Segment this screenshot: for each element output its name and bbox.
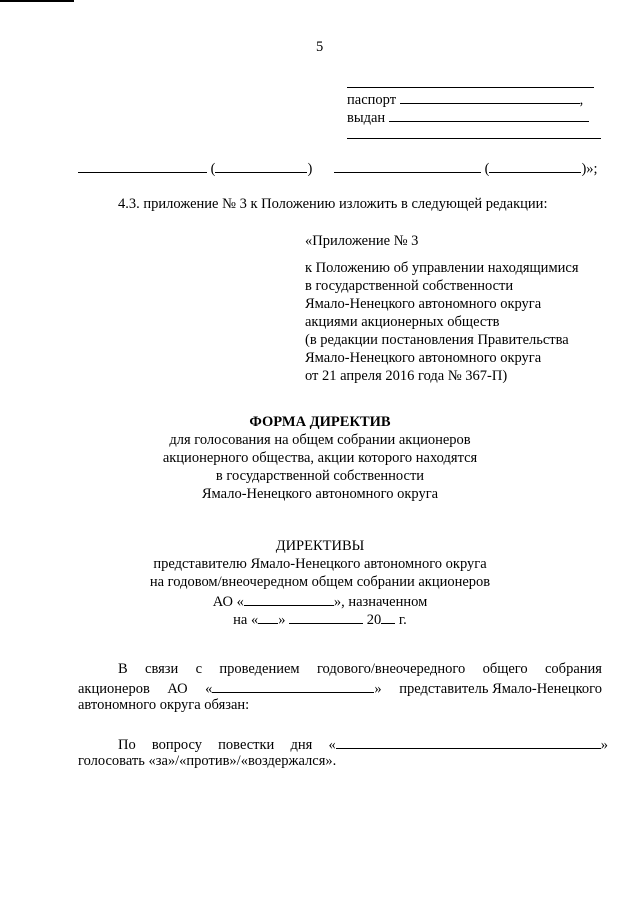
- page-number: 5: [316, 39, 324, 55]
- appendix-line: Ямало-Ненецкого автономного округа: [305, 296, 542, 312]
- ao-name-blank: [244, 592, 334, 606]
- body-p1-line3: автономного округа обязан:: [78, 697, 250, 713]
- issued-blank: [389, 108, 589, 122]
- body-word: связи: [145, 661, 179, 677]
- ao-prefix: АО «: [212, 594, 244, 610]
- signature-paren-open-left: (: [210, 161, 216, 177]
- passport-label: паспорт: [347, 92, 397, 108]
- body-text: акционеров: [78, 681, 150, 697]
- issued-label: выдан: [347, 110, 386, 126]
- signature-left: [78, 159, 312, 178]
- signature-blank-right: [334, 159, 481, 173]
- directives-ao-line: [0, 592, 640, 611]
- signature-paren-close-left: ): [307, 161, 313, 177]
- passport-blank: [400, 90, 580, 104]
- body-word: с: [195, 661, 203, 677]
- month-blank: [289, 610, 363, 624]
- form-heading: ФОРМА ДИРЕКТИВ: [249, 414, 391, 430]
- name-blank-left: [215, 159, 307, 173]
- body-word: повестки: [218, 737, 275, 753]
- form-subtitle-line: акционерного общества, акции которого находятся: [162, 450, 478, 466]
- date-suffix: г.: [398, 612, 407, 628]
- name-blank-right: [489, 159, 581, 173]
- body-word: собрания: [545, 661, 602, 677]
- form-subtitle-line: для голосования на общем собрании акционеров: [169, 432, 471, 448]
- directives-heading: ДИРЕКТИВЫ: [275, 538, 365, 554]
- signature-blank-left: [78, 159, 207, 173]
- appendix-line: (в редакции постановления Правительства: [305, 332, 569, 348]
- directives-line: представителю Ямало-Ненецкого автономного округа: [153, 556, 487, 572]
- clause-4-3: 4.3. приложение № 3 к Положению изложить в следующей редакции:: [118, 196, 548, 212]
- issued-line: [347, 108, 589, 127]
- date-mid: »: [278, 612, 286, 628]
- agenda-question-blank: [336, 735, 601, 749]
- date-prefix: на «: [233, 612, 259, 628]
- body-word: вопросу: [151, 737, 203, 753]
- body-p1-line2: [78, 679, 602, 698]
- body-word: годового/внеочередного: [316, 661, 466, 677]
- form-subtitle-line: Ямало-Ненецкого автономного округа: [201, 486, 439, 502]
- year-blank: [381, 610, 395, 624]
- body-word: общего: [482, 661, 528, 677]
- body-p2-line2: голосовать «за»/«против»/«воздержался».: [78, 753, 337, 769]
- passport-line: [347, 90, 583, 109]
- appendix-line: от 21 апреля 2016 года № 367-П): [305, 368, 508, 384]
- date-year: 20: [366, 612, 382, 628]
- day-blank: [258, 610, 278, 624]
- body-word: В: [118, 661, 128, 677]
- body-word: дня: [290, 737, 313, 753]
- appendix-line: акциями акционерных обществ: [305, 314, 500, 330]
- form-subtitle-line: в государственной собственности: [215, 468, 425, 484]
- signature-bottom-rule: [347, 138, 601, 139]
- signature-paren-open-right: (: [484, 161, 490, 177]
- body-word: По: [118, 737, 136, 753]
- body-text: АО: [167, 681, 188, 697]
- directives-date-line: [0, 610, 640, 629]
- company-name-blank: [212, 679, 374, 693]
- passport-comma: ,: [579, 92, 584, 108]
- body-p1-line1: [118, 661, 602, 678]
- appendix-line: в государственной собственности: [305, 278, 514, 294]
- agenda-question-field: « »: [328, 737, 608, 753]
- signature-paren-close-right: )»;: [581, 161, 598, 177]
- body-text: представитель Ямало-Ненецкого: [399, 681, 602, 697]
- signature-top-rule: [347, 87, 594, 88]
- ao-suffix: », назначенном: [333, 594, 428, 610]
- directives-line: на годовом/внеочередном общем собрании акционеров: [149, 574, 491, 590]
- appendix-line: Ямало-Ненецкого автономного округа: [305, 350, 542, 366]
- company-name-field: « »: [205, 681, 382, 697]
- appendix-title: «Приложение № 3: [305, 233, 419, 249]
- body-word: проведением: [219, 661, 300, 677]
- appendix-line: к Положению об управлении находящимися: [305, 260, 579, 276]
- signature-right: [334, 159, 598, 178]
- body-p2-line1: [118, 735, 608, 754]
- top-corner-rule: [0, 0, 74, 2]
